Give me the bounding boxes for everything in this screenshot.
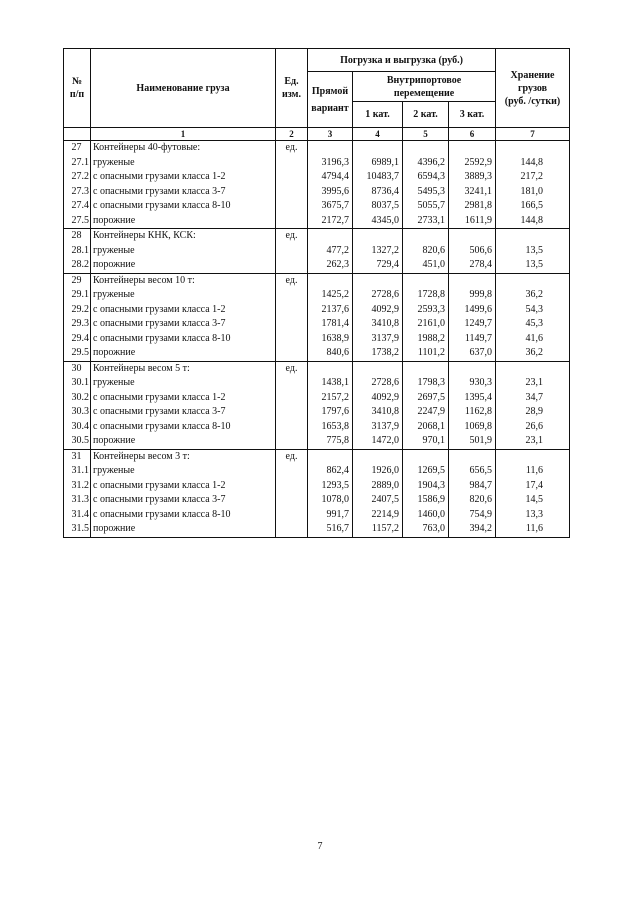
empty-cell xyxy=(449,229,496,244)
cat2-value: 1904,3 xyxy=(403,479,449,494)
cat2-value: 451,0 xyxy=(403,258,449,273)
cat3-value: 394,2 xyxy=(449,522,496,537)
cat1-value: 1738,2 xyxy=(353,346,403,361)
cat2-value: 2161,0 xyxy=(403,317,449,332)
group-number: 28 xyxy=(64,229,91,244)
cat1-value: 4345,0 xyxy=(353,214,403,229)
cat2-value: 4396,2 xyxy=(403,156,449,171)
unit-cell xyxy=(276,420,308,435)
container-group xyxy=(64,361,570,449)
direct-value: 1781,4 xyxy=(308,317,353,332)
cat2-value: 1101,2 xyxy=(403,346,449,361)
table-row xyxy=(64,258,570,273)
table-row xyxy=(64,522,570,537)
row-number: 31.3 xyxy=(64,493,91,508)
group-name: Контейнеры весом 5 т: xyxy=(91,361,276,376)
cat3-value: 754,9 xyxy=(449,508,496,523)
storage-value: 41,6 xyxy=(496,332,570,347)
cargo-name: с опасными грузами класса 8-10 xyxy=(91,332,276,347)
empty-cell xyxy=(496,141,570,156)
empty-cell xyxy=(308,449,353,464)
table-header xyxy=(64,49,570,141)
cat3-value: 1149,7 xyxy=(449,332,496,347)
empty-cell xyxy=(403,229,449,244)
row-number: 29.1 xyxy=(64,288,91,303)
cat3-value: 3241,1 xyxy=(449,185,496,200)
table-row xyxy=(64,346,570,361)
cargo-name: порожние xyxy=(91,346,276,361)
direct-value: 3675,7 xyxy=(308,199,353,214)
unit-cell xyxy=(276,522,308,537)
index-cell: 7 xyxy=(496,128,570,141)
unit-cell xyxy=(276,405,308,420)
table-row xyxy=(64,464,570,479)
tariff-table xyxy=(63,48,570,538)
row-number: 27.3 xyxy=(64,185,91,200)
empty-cell xyxy=(449,141,496,156)
cargo-name: с опасными грузами класса 3-7 xyxy=(91,317,276,332)
table-row xyxy=(64,214,570,229)
direct-value: 840,6 xyxy=(308,346,353,361)
cargo-name: порожние xyxy=(91,214,276,229)
cat1-value: 2728,6 xyxy=(353,288,403,303)
row-number: 31.5 xyxy=(64,522,91,537)
cat1-value: 6989,1 xyxy=(353,156,403,171)
cat1-value: 729,4 xyxy=(353,258,403,273)
header-direct: Прямой вариант xyxy=(308,72,353,128)
empty-cell xyxy=(308,229,353,244)
table-row xyxy=(64,288,570,303)
direct-value: 2137,6 xyxy=(308,303,353,318)
group-header-row xyxy=(64,361,570,376)
cargo-name: груженые xyxy=(91,376,276,391)
cargo-name: с опасными грузами класса 3-7 xyxy=(91,493,276,508)
unit-cell xyxy=(276,156,308,171)
table-row xyxy=(64,156,570,171)
cat3-value: 1162,8 xyxy=(449,405,496,420)
cat1-value: 3137,9 xyxy=(353,420,403,435)
unit-cell xyxy=(276,508,308,523)
index-cell: 2 xyxy=(276,128,308,141)
unit-cell xyxy=(276,332,308,347)
direct-value: 2172,7 xyxy=(308,214,353,229)
unit-cell: ед. xyxy=(276,449,308,464)
cargo-name: с опасными грузами класса 3-7 xyxy=(91,405,276,420)
container-group xyxy=(64,141,570,229)
header-intraport: Внутрипортовое перемещение xyxy=(353,72,496,102)
empty-cell xyxy=(403,449,449,464)
cat1-value: 2407,5 xyxy=(353,493,403,508)
row-number: 30.1 xyxy=(64,376,91,391)
row-number: 30.3 xyxy=(64,405,91,420)
empty-cell xyxy=(496,361,570,376)
unit-cell xyxy=(276,199,308,214)
storage-value: 14,5 xyxy=(496,493,570,508)
storage-value: 13,5 xyxy=(496,258,570,273)
table-row xyxy=(64,405,570,420)
row-number: 31.2 xyxy=(64,479,91,494)
container-group xyxy=(64,273,570,361)
index-cell: 5 xyxy=(403,128,449,141)
direct-value: 4794,4 xyxy=(308,170,353,185)
cat3-value: 2592,9 xyxy=(449,156,496,171)
header-unit: Ед. изм. xyxy=(276,49,308,128)
cat3-value: 656,5 xyxy=(449,464,496,479)
empty-cell xyxy=(353,449,403,464)
storage-value: 181,0 xyxy=(496,185,570,200)
empty-cell xyxy=(403,361,449,376)
storage-value: 144,8 xyxy=(496,214,570,229)
cat3-value: 984,7 xyxy=(449,479,496,494)
cargo-name: груженые xyxy=(91,288,276,303)
cat2-value: 6594,3 xyxy=(403,170,449,185)
table-row xyxy=(64,244,570,259)
direct-value: 1638,9 xyxy=(308,332,353,347)
cat2-value: 1798,3 xyxy=(403,376,449,391)
row-number: 31.4 xyxy=(64,508,91,523)
storage-value: 54,3 xyxy=(496,303,570,318)
group-header-row xyxy=(64,141,570,156)
direct-value: 991,7 xyxy=(308,508,353,523)
cat2-value: 2593,3 xyxy=(403,303,449,318)
cat2-value: 5055,7 xyxy=(403,199,449,214)
cat3-value: 930,3 xyxy=(449,376,496,391)
header-storage: Хранение грузов (руб. /сутки) xyxy=(496,49,570,128)
empty-cell xyxy=(353,361,403,376)
cat1-value: 2889,0 xyxy=(353,479,403,494)
unit-cell: ед. xyxy=(276,361,308,376)
row-number: 29.5 xyxy=(64,346,91,361)
unit-cell xyxy=(276,258,308,273)
header-name: Наименование груза xyxy=(91,49,276,128)
container-group xyxy=(64,229,570,274)
group-number: 31 xyxy=(64,449,91,464)
direct-value: 477,2 xyxy=(308,244,353,259)
table-row xyxy=(64,185,570,200)
cargo-name: с опасными грузами класса 1-2 xyxy=(91,170,276,185)
direct-value: 3196,3 xyxy=(308,156,353,171)
direct-value: 1293,5 xyxy=(308,479,353,494)
empty-cell xyxy=(353,229,403,244)
unit-cell xyxy=(276,479,308,494)
group-header-row xyxy=(64,229,570,244)
storage-value: 13,3 xyxy=(496,508,570,523)
unit-cell xyxy=(276,288,308,303)
cat1-value: 1157,2 xyxy=(353,522,403,537)
cat2-value: 2697,5 xyxy=(403,391,449,406)
empty-cell xyxy=(496,229,570,244)
empty-cell xyxy=(449,449,496,464)
table-row xyxy=(64,317,570,332)
group-header-row xyxy=(64,449,570,464)
page-number: 7 xyxy=(317,841,323,852)
cat3-value: 1069,8 xyxy=(449,420,496,435)
storage-value: 11,6 xyxy=(496,464,570,479)
storage-value: 23,1 xyxy=(496,434,570,449)
table-row xyxy=(64,303,570,318)
cat1-value: 2728,6 xyxy=(353,376,403,391)
cat2-value: 1269,5 xyxy=(403,464,449,479)
cat2-value: 970,1 xyxy=(403,434,449,449)
cat2-value: 5495,3 xyxy=(403,185,449,200)
row-number: 27.1 xyxy=(64,156,91,171)
storage-value: 45,3 xyxy=(496,317,570,332)
table-row xyxy=(64,479,570,494)
cargo-name: порожние xyxy=(91,434,276,449)
index-cell xyxy=(64,128,91,141)
direct-value: 1438,1 xyxy=(308,376,353,391)
header-loading: Погрузка и выгрузка (руб.) xyxy=(308,49,496,72)
row-number: 27.2 xyxy=(64,170,91,185)
table-row xyxy=(64,199,570,214)
cat1-value: 8736,4 xyxy=(353,185,403,200)
cat3-value: 637,0 xyxy=(449,346,496,361)
table-row xyxy=(64,376,570,391)
cargo-name: порожние xyxy=(91,258,276,273)
storage-value: 26,6 xyxy=(496,420,570,435)
direct-value: 3995,6 xyxy=(308,185,353,200)
cat3-value: 501,9 xyxy=(449,434,496,449)
cat3-value: 1499,6 xyxy=(449,303,496,318)
group-name: Контейнеры 40-футовые: xyxy=(91,141,276,156)
group-name: Контейнеры весом 3 т: xyxy=(91,449,276,464)
cat3-value: 820,6 xyxy=(449,493,496,508)
cat1-value: 4092,9 xyxy=(353,303,403,318)
row-number: 30.5 xyxy=(64,434,91,449)
cat1-value: 4092,9 xyxy=(353,391,403,406)
cat3-value: 1395,4 xyxy=(449,391,496,406)
storage-value: 36,2 xyxy=(496,346,570,361)
storage-value: 166,5 xyxy=(496,199,570,214)
empty-cell xyxy=(403,141,449,156)
empty-cell xyxy=(496,449,570,464)
direct-value: 1078,0 xyxy=(308,493,353,508)
cat2-value: 1728,8 xyxy=(403,288,449,303)
group-name: Контейнеры КНК, КСК: xyxy=(91,229,276,244)
cat2-value: 1586,9 xyxy=(403,493,449,508)
row-number: 31.1 xyxy=(64,464,91,479)
row-number: 30.4 xyxy=(64,420,91,435)
storage-value: 144,8 xyxy=(496,156,570,171)
cat3-value: 1611,9 xyxy=(449,214,496,229)
container-group xyxy=(64,449,570,537)
row-number: 28.1 xyxy=(64,244,91,259)
row-number: 29.3 xyxy=(64,317,91,332)
cat1-value: 1472,0 xyxy=(353,434,403,449)
cargo-name: с опасными грузами класса 1-2 xyxy=(91,391,276,406)
row-number: 29.4 xyxy=(64,332,91,347)
unit-cell: ед. xyxy=(276,141,308,156)
cat3-value: 999,8 xyxy=(449,288,496,303)
cargo-name: с опасными грузами класса 1-2 xyxy=(91,303,276,318)
header-cat3: 3 кат. xyxy=(449,102,496,128)
row-number: 27.5 xyxy=(64,214,91,229)
unit-cell xyxy=(276,214,308,229)
storage-value: 17,4 xyxy=(496,479,570,494)
column-index-row xyxy=(64,128,570,141)
empty-cell xyxy=(308,273,353,288)
cat1-value: 2214,9 xyxy=(353,508,403,523)
unit-cell xyxy=(276,317,308,332)
direct-value: 1653,8 xyxy=(308,420,353,435)
unit-cell: ед. xyxy=(276,229,308,244)
group-number: 27 xyxy=(64,141,91,156)
row-number: 30.2 xyxy=(64,391,91,406)
cargo-name: груженые xyxy=(91,244,276,259)
direct-value: 1425,2 xyxy=(308,288,353,303)
group-number: 30 xyxy=(64,361,91,376)
cat2-value: 1460,0 xyxy=(403,508,449,523)
header-cat2: 2 кат. xyxy=(403,102,449,128)
row-number: 27.4 xyxy=(64,199,91,214)
cat1-value: 1327,2 xyxy=(353,244,403,259)
table-row xyxy=(64,391,570,406)
row-number: 29.2 xyxy=(64,303,91,318)
cat1-value: 10483,7 xyxy=(353,170,403,185)
empty-cell xyxy=(353,273,403,288)
direct-value: 1797,6 xyxy=(308,405,353,420)
table-row xyxy=(64,420,570,435)
unit-cell xyxy=(276,244,308,259)
storage-value: 23,1 xyxy=(496,376,570,391)
table-row xyxy=(64,170,570,185)
unit-cell: ед. xyxy=(276,273,308,288)
storage-value: 13,5 xyxy=(496,244,570,259)
unit-cell xyxy=(276,434,308,449)
group-name: Контейнеры весом 10 т: xyxy=(91,273,276,288)
group-header-row xyxy=(64,273,570,288)
empty-cell xyxy=(496,273,570,288)
cargo-name: с опасными грузами класса 8-10 xyxy=(91,508,276,523)
cargo-name: с опасными грузами класса 8-10 xyxy=(91,420,276,435)
empty-cell xyxy=(308,141,353,156)
cargo-name: с опасными грузами класса 1-2 xyxy=(91,479,276,494)
cat3-value: 278,4 xyxy=(449,258,496,273)
table-row xyxy=(64,434,570,449)
cat2-value: 1988,2 xyxy=(403,332,449,347)
cat1-value: 8037,5 xyxy=(353,199,403,214)
unit-cell xyxy=(276,391,308,406)
index-cell: 1 xyxy=(91,128,276,141)
storage-value: 217,2 xyxy=(496,170,570,185)
group-number: 29 xyxy=(64,273,91,288)
storage-value: 34,7 xyxy=(496,391,570,406)
cargo-name: с опасными грузами класса 3-7 xyxy=(91,185,276,200)
cat3-value: 1249,7 xyxy=(449,317,496,332)
row-number: 28.2 xyxy=(64,258,91,273)
unit-cell xyxy=(276,185,308,200)
index-cell: 6 xyxy=(449,128,496,141)
storage-value: 36,2 xyxy=(496,288,570,303)
unit-cell xyxy=(276,464,308,479)
cat2-value: 2247,9 xyxy=(403,405,449,420)
index-cell: 3 xyxy=(308,128,353,141)
direct-value: 516,7 xyxy=(308,522,353,537)
header-cat1: 1 кат. xyxy=(353,102,403,128)
cat2-value: 763,0 xyxy=(403,522,449,537)
cat1-value: 3410,8 xyxy=(353,405,403,420)
storage-value: 28,9 xyxy=(496,405,570,420)
empty-cell xyxy=(449,273,496,288)
unit-cell xyxy=(276,376,308,391)
direct-value: 862,4 xyxy=(308,464,353,479)
cat2-value: 2733,1 xyxy=(403,214,449,229)
cargo-name: груженые xyxy=(91,156,276,171)
empty-cell xyxy=(308,361,353,376)
unit-cell xyxy=(276,493,308,508)
cat1-value: 1926,0 xyxy=(353,464,403,479)
direct-value: 262,3 xyxy=(308,258,353,273)
empty-cell xyxy=(353,141,403,156)
cat3-value: 506,6 xyxy=(449,244,496,259)
direct-value: 2157,2 xyxy=(308,391,353,406)
header-no: № п/п xyxy=(64,49,91,128)
cargo-name: с опасными грузами класса 8-10 xyxy=(91,199,276,214)
table-row xyxy=(64,508,570,523)
empty-cell xyxy=(449,361,496,376)
cat2-value: 820,6 xyxy=(403,244,449,259)
cat2-value: 2068,1 xyxy=(403,420,449,435)
storage-value: 11,6 xyxy=(496,522,570,537)
cat1-value: 3137,9 xyxy=(353,332,403,347)
table-row xyxy=(64,493,570,508)
unit-cell xyxy=(276,170,308,185)
direct-value: 775,8 xyxy=(308,434,353,449)
unit-cell xyxy=(276,346,308,361)
cat3-value: 3889,3 xyxy=(449,170,496,185)
cargo-name: порожние xyxy=(91,522,276,537)
index-cell: 4 xyxy=(353,128,403,141)
cat3-value: 2981,8 xyxy=(449,199,496,214)
unit-cell xyxy=(276,303,308,318)
table-row xyxy=(64,332,570,347)
cargo-name: груженые xyxy=(91,464,276,479)
cat1-value: 3410,8 xyxy=(353,317,403,332)
empty-cell xyxy=(403,273,449,288)
